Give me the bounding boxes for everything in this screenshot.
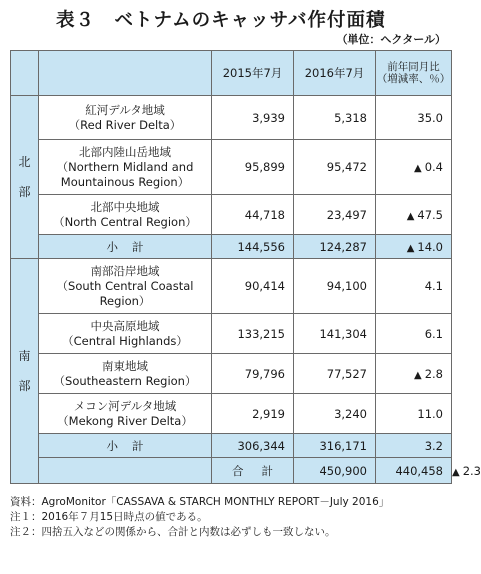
table-title: 表３ ベトナムのキャッサバ作付面積 xyxy=(56,10,386,31)
value-2015: 95,899 xyxy=(212,140,294,195)
table-row xyxy=(11,354,452,394)
header-ratio: 前年同月比 （増減率、％） xyxy=(376,51,452,96)
header-row xyxy=(11,51,452,96)
region-name: 北部内陸山岳地域 （Northern Midland and Mountainous Region） xyxy=(39,140,212,195)
table-row xyxy=(11,394,452,434)
table-row xyxy=(11,195,452,235)
value-2016: 94,100 xyxy=(294,259,376,314)
subtotal-label: 小計 xyxy=(39,434,212,458)
group-label-south: 南 部 xyxy=(11,259,39,484)
region-name: メコン河デルタ地域 （Mekong River Delta） xyxy=(39,394,212,434)
value-2015: 133,215 xyxy=(212,314,294,354)
value-ratio: ▲ 47.5 xyxy=(376,195,452,235)
value-2015: 44,718 xyxy=(212,195,294,235)
subtotal-row-south xyxy=(11,434,452,458)
region-name: 南部沿岸地域 （South Central Coastal Region） xyxy=(39,259,212,314)
table-row xyxy=(11,314,452,354)
value-2016: 141,304 xyxy=(294,314,376,354)
region-name: 中央高原地域 （Central Highlands） xyxy=(39,314,212,354)
value-2016: 3,240 xyxy=(294,394,376,434)
total-row: 合計 450,900 440,458 ▲ 2.3 xyxy=(11,458,452,484)
note-source: 資料： AgroMonitor「CASSAVA & STARCH MONTHLY REPORT－July 2016」 xyxy=(10,496,390,508)
header-2015: 2015年7月 xyxy=(212,51,294,96)
value-ratio: ▲ 0.4 xyxy=(376,140,452,195)
value-ratio: ▲ 14.0 xyxy=(376,235,452,259)
group-label-north: 北 部 xyxy=(11,96,39,259)
subtotal-row-north xyxy=(11,235,452,259)
value-2016: 5,318 xyxy=(294,96,376,140)
value-2015: 90,414 xyxy=(212,259,294,314)
table-row xyxy=(11,96,452,140)
region-name: 南東地域 （Southeastern Region） xyxy=(39,354,212,394)
value-2015: 144,556 xyxy=(212,235,294,259)
note-2: 注２： 四捨五入などの関係から、合計と内数は必ずしも一致しない。 xyxy=(10,526,336,538)
value-ratio: 11.0 xyxy=(376,394,452,434)
value-2015: 3,939 xyxy=(212,96,294,140)
value-ratio: 3.2 xyxy=(376,434,452,458)
subtotal-label: 小計 xyxy=(39,235,212,259)
total-label: 合計 xyxy=(212,458,294,484)
header-2016: 2016年7月 xyxy=(294,51,376,96)
value-2016: 23,497 xyxy=(294,195,376,235)
value-2015: 2,919 xyxy=(212,394,294,434)
region-name: 紅河デルタ地域 （Red River Delta） xyxy=(39,96,212,140)
value-2015: 79,796 xyxy=(212,354,294,394)
table-row xyxy=(11,140,452,195)
unit-label: （単位：ヘクタール） xyxy=(336,33,446,46)
source-notes xyxy=(10,495,456,540)
note-1: 注１： 2016年７月15日時点の値である。 xyxy=(10,511,208,523)
value-ratio: ▲ 2.8 xyxy=(376,354,452,394)
value-2016: 316,171 xyxy=(294,434,376,458)
cassava-area-table xyxy=(10,50,481,484)
value-ratio: 6.1 xyxy=(376,314,452,354)
value-2015: 306,344 xyxy=(212,434,294,458)
value-ratio: 4.1 xyxy=(376,259,452,314)
value-ratio: 35.0 xyxy=(376,96,452,140)
value-2016: 77,527 xyxy=(294,354,376,394)
value-2015: 450,900 xyxy=(294,458,376,484)
value-2016: 95,472 xyxy=(294,140,376,195)
value-2016: 440,458 xyxy=(376,458,452,484)
region-name: 北部中央地域 （North Central Region） xyxy=(39,195,212,235)
value-2016: 124,287 xyxy=(294,235,376,259)
table-row xyxy=(11,259,452,314)
